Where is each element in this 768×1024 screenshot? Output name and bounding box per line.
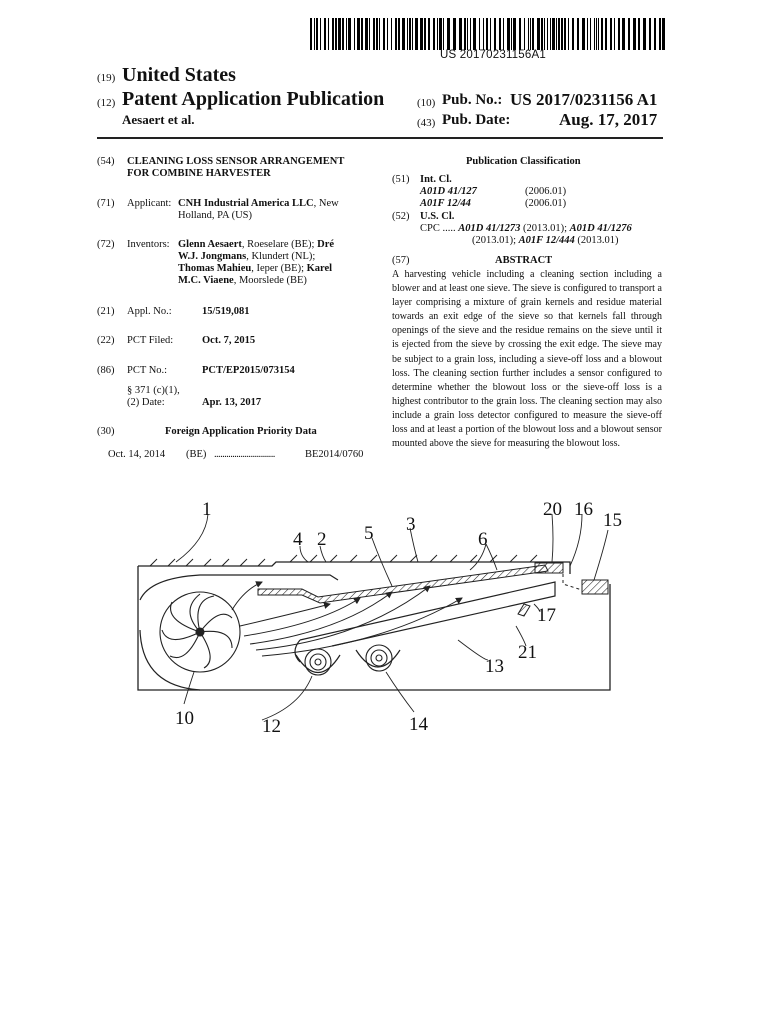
barcode-bar	[479, 18, 480, 50]
barcode-bar	[649, 18, 651, 50]
barcode-bar	[443, 18, 444, 50]
barcode-bar	[346, 18, 347, 50]
barcode-bar	[361, 18, 363, 50]
barcode-bar	[415, 18, 418, 50]
label-6: 6	[478, 529, 488, 550]
barcode-bar	[328, 18, 329, 50]
code-51: (51)	[392, 174, 410, 185]
barcode-bar	[582, 18, 585, 50]
barcode-bar	[391, 18, 392, 50]
label-5: 5	[364, 523, 374, 544]
code-54: (54)	[97, 156, 115, 167]
pct-no: PCT/EP2015/073154	[202, 365, 295, 376]
code-43: (43)	[417, 117, 436, 129]
int-cl-1-year: (2006.01)	[525, 186, 567, 197]
label-1: 1	[202, 499, 212, 520]
barcode-bar	[387, 18, 388, 50]
title-line-2: FOR COMBINE HARVESTER	[127, 168, 271, 179]
barcode-bar	[348, 18, 351, 50]
priority-date: Oct. 14, 2014	[108, 449, 166, 460]
label-14: 14	[409, 714, 428, 735]
code-30: (30)	[97, 426, 115, 437]
code-21: (21)	[97, 306, 115, 317]
label-4: 4	[293, 529, 303, 550]
int-cl-1: A01D 41/127	[420, 186, 477, 197]
barcode-bar	[513, 18, 516, 50]
barcode-bar	[552, 18, 555, 50]
barcode-bar	[598, 18, 599, 50]
lower-pan	[295, 582, 555, 662]
barcode-bar	[470, 18, 471, 50]
barcode-bar	[316, 18, 318, 50]
barcode-bar	[486, 18, 488, 50]
barcode-bar	[628, 18, 630, 50]
barcode-bar	[357, 18, 360, 50]
barcode-bar	[310, 18, 312, 50]
appl-no-label: Appl. No.:	[127, 306, 172, 317]
barcode-bar	[558, 18, 560, 50]
barcode-bar	[556, 18, 557, 50]
label-10: 10	[175, 708, 194, 729]
barcode-bar	[564, 18, 566, 50]
barcode-bar	[338, 18, 341, 50]
barcode-bar	[453, 18, 456, 50]
barcode-bar	[365, 18, 368, 50]
barcode-bar	[373, 18, 375, 50]
pct-filed-date: Oct. 7, 2015	[202, 335, 256, 346]
code-86: (86)	[97, 365, 115, 376]
abstract-title: ABSTRACT	[495, 255, 553, 266]
label-16: 16	[574, 499, 593, 520]
inventor-line-4: M.C. Viaene, Moorslede (BE)	[178, 275, 307, 286]
authors: Aesaert et al.	[122, 112, 195, 127]
label-15: 15	[603, 510, 622, 531]
barcode-bar	[605, 18, 607, 50]
label-12: 12	[262, 716, 281, 737]
pub-no-label: Pub. No.:	[442, 92, 503, 108]
label-2: 2	[317, 529, 327, 550]
barcode-bar	[402, 18, 405, 50]
barcode-bar	[550, 18, 551, 50]
barcode-bar	[424, 18, 426, 50]
int-cl-label: Int. Cl.	[420, 174, 452, 185]
inventors-label: Inventors:	[127, 239, 170, 250]
barcode-bar	[532, 18, 534, 50]
grain-loss-detector-block	[582, 580, 608, 594]
label-13: 13	[485, 656, 504, 677]
patent-figure	[0, 480, 768, 750]
label-20: 20	[543, 499, 562, 520]
sensor-path-dashed	[563, 568, 582, 590]
barcode-bar	[659, 18, 661, 50]
barcode-bar	[577, 18, 579, 50]
upper-sieve	[258, 565, 548, 603]
barcode-bar	[412, 18, 413, 50]
pub-no: US 2017/0231156 A1	[510, 90, 658, 109]
barcode-bar	[428, 18, 430, 50]
barcode-bar	[643, 18, 646, 50]
priority-dots: ..............................	[214, 449, 275, 460]
us-cl-label: U.S. Cl.	[420, 211, 455, 222]
barcode-bar	[420, 18, 423, 50]
barcode-bar	[473, 18, 476, 50]
code-12: (12)	[97, 97, 116, 109]
barcode-bar	[541, 18, 543, 50]
barcode-bar	[507, 18, 510, 50]
applicant-line-1: CNH Industrial America LLC, New	[178, 198, 339, 209]
barcode-bar	[524, 18, 525, 50]
barcode	[310, 18, 666, 50]
barcode-bar	[622, 18, 625, 50]
applicant-line-2: Holland, PA (US)	[178, 210, 252, 221]
blowout-sensor-block	[535, 563, 563, 573]
header-rule	[97, 137, 663, 139]
code-10: (10)	[417, 97, 436, 109]
barcode-bar	[335, 18, 337, 50]
section-371-label: § 371 (c)(1),	[127, 385, 180, 396]
barcode-bar	[383, 18, 385, 50]
applicant-label: Applicant:	[127, 198, 172, 209]
auger-troughs	[296, 650, 400, 673]
barcode-bar	[568, 18, 569, 50]
title-line-1: CLEANING LOSS SENSOR ARRANGEMENT	[127, 156, 345, 167]
barcode-bar	[610, 18, 612, 50]
barcode-bar	[379, 18, 380, 50]
publication-type: Patent Application Publication	[122, 88, 385, 110]
barcode-number: US 20170231156A1	[440, 49, 546, 61]
barcode-bar	[467, 18, 468, 50]
barcode-bar	[433, 18, 435, 50]
inventor-line-3: Thomas Mahieu, Ieper (BE); Karel	[178, 263, 333, 274]
barcode-bar	[561, 18, 563, 50]
barcode-bar	[342, 18, 344, 50]
section-371-date-label: (2) Date:	[127, 397, 165, 408]
barcode-bar	[654, 18, 656, 50]
inventor-line-1: Glenn Aesaert, Roeselare (BE); Dré	[178, 239, 335, 250]
barcode-bar	[511, 18, 512, 50]
barcode-bar	[614, 18, 615, 50]
barcode-bar	[376, 18, 378, 50]
barcode-bar	[590, 18, 591, 50]
barcode-bar	[439, 18, 442, 50]
barcode-bar	[407, 18, 408, 50]
barcode-bar	[494, 18, 496, 50]
code-57: (57)	[392, 255, 410, 266]
barcode-bar	[572, 18, 574, 50]
barcode-bar	[528, 18, 529, 50]
foreign-priority-title: Foreign Application Priority Data	[165, 426, 317, 437]
barcode-bar	[464, 18, 466, 50]
appl-no: 15/519,081	[202, 306, 250, 317]
barcode-bar	[324, 18, 326, 50]
barcode-bar	[618, 18, 620, 50]
barcode-bar	[594, 18, 595, 50]
barcode-bar	[369, 18, 370, 50]
barcode-bar	[499, 18, 501, 50]
barcode-bar	[503, 18, 504, 50]
int-cl-2: A01F 12/44	[420, 198, 471, 209]
label-17: 17	[537, 605, 556, 626]
barcode-bar	[490, 18, 491, 50]
abstract-text: A harvesting vehicle including a cleaning section including a blower and at least one sieve. The sieve is configured to transport a layer comprising a mixture of grain kernels and residue material towards an exit edge of the sieve so that kernels fall through openings of the sieve and the residue remains on the sieve until it is ejected from the sieve by crossing the exit edge. The sieve may be subject to a grain loss, including a sieve-off loss and a blowout loss. The cleaning section further includes a sensor configured to determine whether the blowout loss or the sieve-off loss is a highest contributor to the grain loss. The cleaning section may also include a grain loss detector configured to measure the sieve-off loss and at least a portion of the blowout loss and a blowout sensor mounted above the sieve for measuring the blowout loss.	[392, 269, 662, 450]
priority-country: (BE)	[186, 449, 207, 460]
section-371-date: Apr. 13, 2017	[202, 397, 262, 408]
barcode-bar	[332, 18, 334, 50]
sensor-17	[518, 604, 530, 616]
label-21: 21	[518, 642, 537, 663]
barcode-bar	[395, 18, 397, 50]
barcode-bar	[409, 18, 411, 50]
country: United States	[122, 64, 236, 86]
barcode-bar	[483, 18, 484, 50]
cpc-line-2: (2013.01); A01F 12/444 (2013.01)	[472, 235, 619, 246]
barcode-bar	[314, 18, 315, 50]
code-71: (71)	[97, 198, 115, 209]
barcode-bar	[662, 18, 665, 50]
code-19: (19)	[97, 72, 116, 84]
inventor-line-2: W.J. Jongmans, Klundert (NL);	[178, 251, 316, 262]
barcode-bar	[437, 18, 438, 50]
code-22: (22)	[97, 335, 115, 346]
barcode-bar	[638, 18, 640, 50]
priority-number: BE2014/0760	[305, 449, 364, 460]
cpc-line-1: CPC ..... A01D 41/1273 (2013.01); A01D 41/1276	[420, 223, 632, 234]
barcode-bar	[601, 18, 603, 50]
barcode-bar	[530, 18, 531, 50]
barcode-bar	[519, 18, 521, 50]
auger-12	[305, 649, 331, 675]
barcode-bar	[633, 18, 636, 50]
barcode-bar	[596, 18, 597, 50]
blower-fan	[160, 592, 240, 672]
barcode-bar	[354, 18, 355, 50]
pub-date: Aug. 17, 2017	[559, 110, 658, 129]
barcode-bar	[320, 18, 321, 50]
int-cl-2-year: (2006.01)	[525, 198, 567, 209]
pct-filed-label: PCT Filed:	[127, 335, 174, 346]
barcode-bar	[398, 18, 400, 50]
pct-no-label: PCT No.:	[127, 365, 168, 376]
pub-date-label: Pub. Date:	[442, 112, 511, 128]
barcode-bar	[459, 18, 462, 50]
barcode-bar	[587, 18, 588, 50]
barcode-bar	[447, 18, 450, 50]
code-72: (72)	[97, 239, 115, 250]
barcode-bar	[544, 18, 545, 50]
barcode-bar	[547, 18, 548, 50]
code-52: (52)	[392, 211, 410, 222]
publication-classification-title: Publication Classification	[466, 156, 581, 167]
barcode-bar	[537, 18, 540, 50]
label-3: 3	[406, 514, 416, 535]
